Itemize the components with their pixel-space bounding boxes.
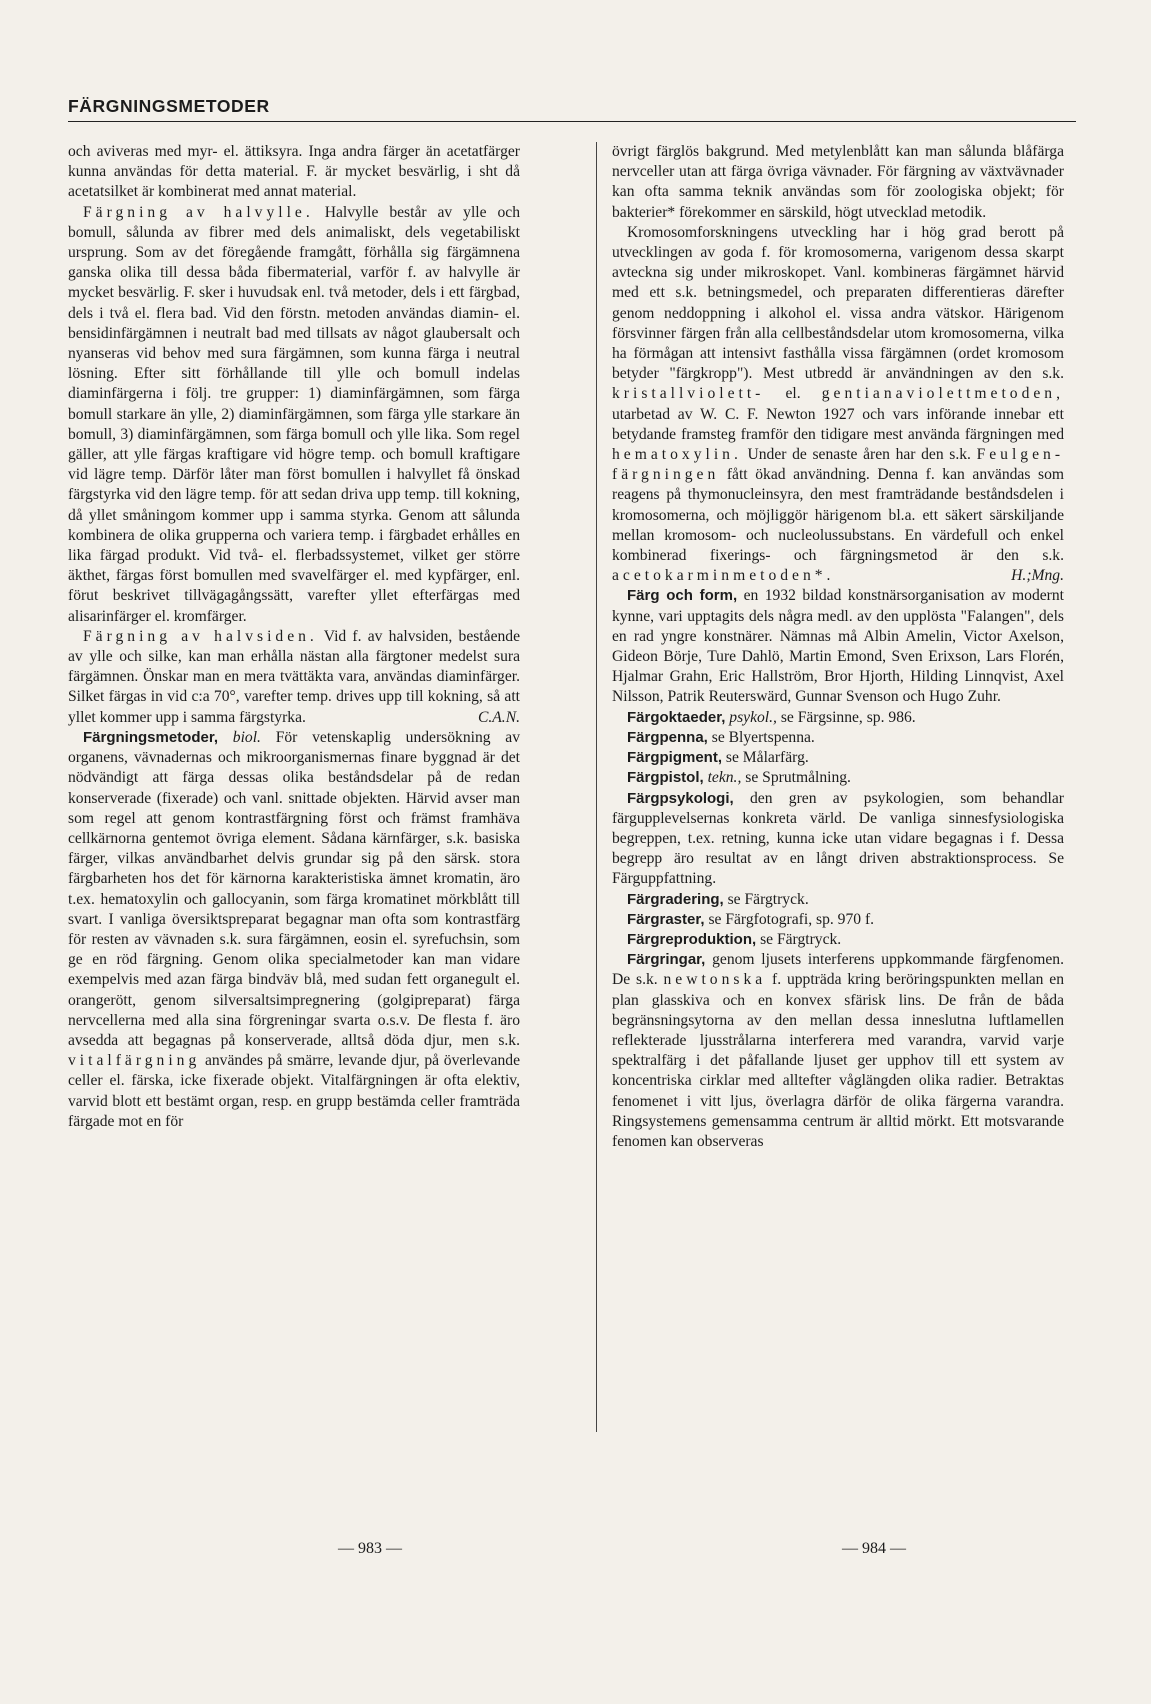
paragraph-text: Vid f. av halvsiden, bestående av ylle och silke, kan man erhålla nästan alla färgtoner medelst sura färgämnen. Önskar man en mera tvättäkta vara, användas diaminfärger. Silket färgas in vid c:a 70°, varefter temp. drives upp till kokning, så att yllet kommer upp i samma färgstyrka.	[68, 627, 521, 726]
right-column	[612, 142, 1064, 1152]
section-lead: Färgning av halvsiden.	[83, 627, 318, 645]
paragraph-text: utarbetad av W. C. F. Newton 1927 och vars införande innebar ett betydande framsteg framför den tidigare mest använda färgningen med	[612, 405, 1064, 443]
entry-term: Färgpistol,	[627, 769, 704, 787]
running-head: FÄRGNINGSMETODER	[68, 96, 1076, 122]
entry-text: se Sprutmålning.	[745, 769, 851, 787]
entry	[612, 586, 1064, 707]
entry-term: Färgpsykologi,	[627, 789, 734, 807]
paragraph-text: Kromosomforskningens utveckling har i hög grad berott på utvecklingen av goda f. för kromosomerna, varigenom dessa skarpt avteckna sig under mikroskopet. Vanl. kombineras färgämnet härvid med ett s.k. betningsmedel, och preparaten differentieras därefter genom neddoppning i alkohol el. vissa andra vätskor. Härigenom försvinner färgen från alla cellbeståndsdelar utom kromosomerna, vilka ha förmågan att intensivt fasthålla vissa färgämnen (ordet kromosom betyder "färgkropp"). Mest utbredd är användningen av den s.k.	[612, 223, 1064, 383]
entry	[68, 728, 520, 1132]
entry-text: För vetenskaplig undersökning av organens, vävnadernas och mikroorganismernas finare byggnad är det nödvändigt att färga dessas olika beståndsdelar på de redan konserverade (fixerade) och vanl. snittade objekten. Härvid avser man som regel att genom kontrastfärgning först och främst framhäva cellkärnorna gentemot övriga element. Sådana kärnfärger, s.k. basiska färger, vilkas användbarhet delvis grundar sig på den särsk. stora färgbarheten hos det för kärnorna karakteristiska ämnet kromatin, äro t.ex. hematoxylin och gallocyanin, som färga kromatinet mörkblått till svart. I vanliga översiktspreparat begagnar man ofta som kontrastfärg för resten av vävnaden s.k. sura färgämnen, eosin el. syrefuchsin, som ge en röd färgning. Genom olika specialmetoder kan man vidare exempelvis med azan färga bindväv blå, med sudan fett organegult el. orangerött, genom silversaltsimpregnering (golgipreparat) färga nervcellerna med alla sina förgreningar svarta o.s.v. De flesta f. äro avsedda att begagnas på konserverade, alltså döda djur, men s.k.	[68, 728, 521, 1049]
spaced-term: hematoxylin.	[612, 446, 742, 464]
entry-term: Färgningsmetoder,	[83, 728, 219, 746]
spaced-term: acetokarminmetoden*.	[612, 567, 835, 585]
entry-term: Färgreproduktion,	[627, 930, 757, 948]
entry	[612, 728, 1064, 748]
spaced-term: Feulgen-färgningen	[612, 446, 1065, 484]
entry-text: se Färgtryck.	[760, 930, 842, 948]
spaced-term: kristallviolett-	[612, 385, 765, 403]
entry-text: en 1932 bildad konstnärsorganisation av modernt kynne, vari upptagits dels några medl. av den upplösta "Falangen", dels en rad yngre konstnärer. Nämnas må Albin Amelin, Victor Axelson, Gideon Börje, Ture Dahlö, Martin Emond, Sven Erixson, Lars Florén, Hjalmar Grahn, Eric Hallström, Bror Hjorth, Hilding Linnqvist, Axel Nilsson, Patrik Reuterswärd, Gunnar Svenson och Hugo Zuhr.	[612, 587, 1064, 706]
entry	[612, 768, 1064, 788]
paragraph	[68, 203, 520, 627]
entry	[612, 950, 1064, 1152]
entry	[612, 910, 1064, 930]
paragraph: och aviveras med myr- el. ättiksyra. Inga andra färger än acetatfärger kunna användas för detta material. F. är mycket besvärlig, i sht då acetatsilket är kombinerat med annat material.	[68, 143, 520, 201]
section-lead: Färgning av halvylle.	[83, 203, 314, 221]
paragraph-text: fått ökad användning. Denna f. kan användas som reagens på thymonucleinsyra, den mest framträdande beståndsdelen i kromosomerna, och möjliggör härigenom bl.a. ett säkert särskiljande mellan kromosom- och nucleolussubstans. En värdefull och enkel kombinerad fixerings- och färgningsmetod är den s.k.	[612, 466, 1064, 565]
entry	[612, 708, 1064, 728]
paragraph-text: Under de senaste åren har den s.k.	[747, 446, 971, 464]
entry-text: se Blyertspenna.	[711, 728, 815, 746]
spaced-term: gentianaviolettmetoden,	[821, 385, 1064, 403]
paragraph	[612, 223, 1064, 587]
column-divider	[596, 142, 597, 1432]
entry-text: se Målarfärg.	[725, 749, 809, 767]
signature: C.A.N.	[477, 708, 520, 726]
entry-term: Färgraster,	[627, 910, 705, 928]
entry-term: Färgoktaeder,	[627, 708, 726, 726]
entry	[612, 930, 1064, 950]
left-column	[68, 142, 520, 1132]
page-number-left: — 983 —	[338, 1540, 402, 1557]
entry-tag: tekn.,	[707, 769, 742, 787]
paragraph: övrigt färglös bakgrund. Med metylenblått kan man sålunda blåfärga nervceller utan att färga övriga vävnader. För färgning av växtvävnader kan ofta samma teknik användas som för zoologiska objekt; för bakterier* förekommer en särskild, högt utvecklad metodik.	[612, 143, 1064, 221]
entry	[612, 890, 1064, 910]
entry-text: f. uppträda kring beröringspunkten mellan en plan glasskiva och en konvex sfärisk lins. De från de båda begränsningsytorna av den mellan dessa inneslutna luftlamellen reflekterade ljusstrålarna interferera med varandra, varvid varje spektralfärg i det påfallande ljuset ger upphov till ett system av koncentriska cirklar med alltefter våglängden olika radier. Betraktas fenomenet i vitt ljus, överlagra därför de olika färgerna varandra. Ringsystemens gemensamma centrum är alltid mörkt. Ett motsvarande fenomen kan observeras	[612, 971, 1064, 1150]
entry-tag: psykol.,	[729, 708, 777, 726]
entry-text: se Färgsinne, sp. 986.	[780, 708, 916, 726]
entry-text: den gren av psykologien, som behandlar färgupplevelsernas konkreta värld. De vanliga sinnesfysiologiska begreppen, t.ex. retning, kunna icke utan vidare begagnas i f. Dessa begrepp äro resultat av en långt driven abstraktionsprocess. Se Färguppfattning.	[612, 789, 1064, 888]
entry-text: genom ljusets interferens uppkommande färgfenomen. De s.k.	[612, 951, 1064, 989]
entry-term: Färgradering,	[627, 890, 724, 908]
spaced-term: vitalfärgning	[68, 1052, 201, 1070]
entry-text: användes på smärre, levande djur, på överlevande celler el. färska, icke fixerade objekt. Vitalfärgningen är ofta elektiv, varvid blott ett bestämt organ, resp. en grupp bestämda celler framträda färgade mot en för	[68, 1052, 520, 1130]
paragraph-text: Halvylle består av ylle och bomull, sålunda av fibrer med dels animaliskt, dels vegetabiliskt ursprung. Som av det föregående framgått, förhålla sig färgämnena ganska olika till dessa båda fibermaterial, varför f. av halvylle är mycket besvärlig. F. sker i huvudsak enl. två metoder, dels i ett färgbad, dels i två el. flera bad. Vid den förstn. metoden användas diamin- el. bensidinfärgämnen i neutralt bad med tillsats av något glaubersalt och nyanseras vid behov med sura färgämnen, som kunna färga i neutral lösning. Efter sitt förhållande till ylle och bomull indelas diaminfärgerna i följ. tre grupper: 1) diaminfärgämnen, som färga bomull starkare än ylle, 2) diaminfärgämnen, som färga ylle starkare än bomull, 3) diaminfärgämnen, som färga bomull och ylle lika. Som regel gäller, att ylle färgas kraftigare vid högre temp. och bomull kraftigare vid lägre temp. Därför låter man först bomullen i halvyllet få önskad färgstyrka vid den lägre temp. för att sedan driva upp temp. till kokning, då yllet småningom kommer upp i samma styrka. Genom att sålunda kombinera de olika grupperna och variera temp. i färgbadet erhålles en lika färgad produkt. Vid två- el. flerbadssystemet, vilket ger större äkthet, färgas först bomullen med svavelfärger el. med kypfärger, enl. förut beskrivet tillvägagångssätt, varefter yllet efterfärgas med alisarinfärger el. kromfärger.	[68, 203, 521, 625]
page-number-right: — 984 —	[842, 1540, 906, 1557]
entry-term: Färg och form,	[627, 587, 738, 605]
signature: H.;Mng.	[1011, 567, 1064, 585]
paragraph-text: el.	[785, 385, 801, 403]
entry-term: Färgpigment,	[627, 749, 723, 767]
paragraph	[68, 627, 520, 728]
entry	[612, 789, 1064, 890]
entry-term: Färgringar,	[627, 951, 706, 969]
entry-text: se Färgfotografi, sp. 970 f.	[708, 910, 875, 928]
entry	[612, 748, 1064, 768]
entry-text: se Färgtryck.	[727, 890, 809, 908]
entry-term: Färgpenna,	[627, 728, 708, 746]
spaced-term: newtonska	[663, 971, 767, 989]
entry-tag: biol.	[232, 728, 261, 746]
